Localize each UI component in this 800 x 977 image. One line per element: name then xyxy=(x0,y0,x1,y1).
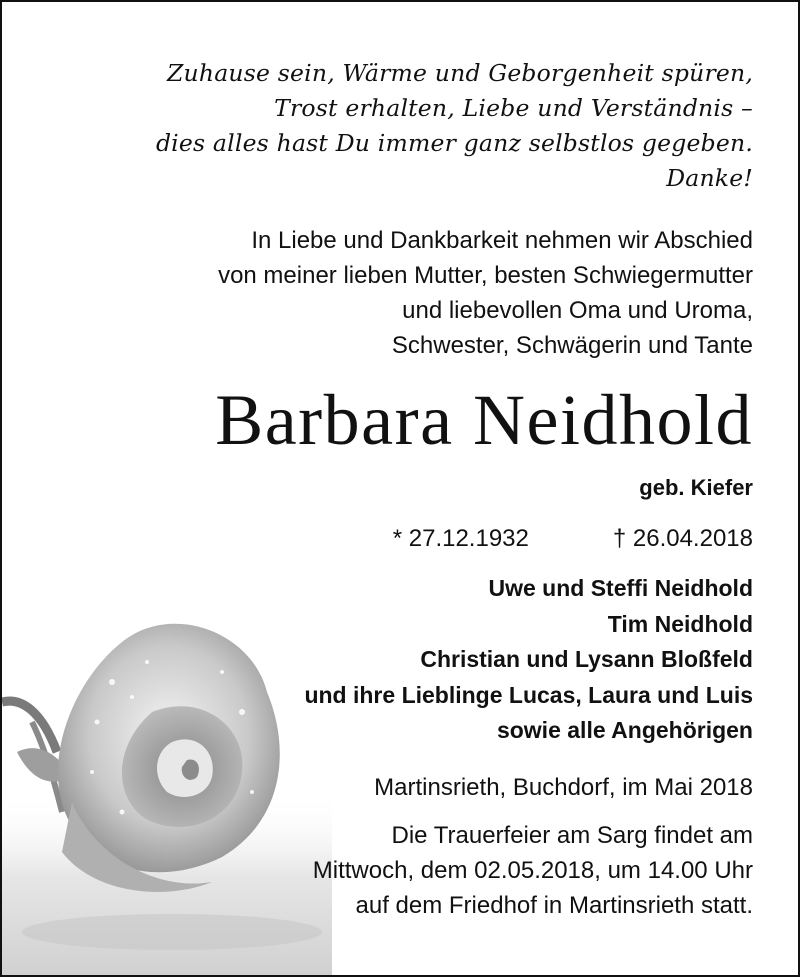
mourner-line: und ihre Lieblinge Lucas, Laura und Luis xyxy=(304,681,753,708)
poem-line: Trost erhalten, Liebe und Verständnis – xyxy=(274,94,753,122)
mourner-line: sowie alle Angehörigen xyxy=(496,717,753,743)
poem-line: Zuhause sein, Wärme und Geborgenheit spüren, xyxy=(167,59,753,87)
farewell-line: In Liebe und Dankbarkeit nehmen wir Abschied xyxy=(251,227,753,254)
farewell-line: von meiner lieben Mutter, besten Schwiegermutter xyxy=(218,262,753,289)
death-date: † 26.04.2018 xyxy=(612,525,753,552)
place-date: Martinsrieth, Buchdorf, im Mai 2018 xyxy=(374,774,753,801)
life-dates xyxy=(393,522,753,556)
funeral-line: auf dem Friedhof in Martinsrieth statt. xyxy=(355,892,753,919)
farewell-text xyxy=(218,223,753,363)
funeral-info xyxy=(313,818,753,923)
poem-line: Danke! xyxy=(666,164,753,192)
poem xyxy=(156,56,753,196)
mourner-line: Christian und Lysann Bloßfeld xyxy=(420,646,753,672)
farewell-line: und liebevollen Oma und Uroma, xyxy=(402,297,753,324)
funeral-line: Mittwoch, dem 02.05.2018, um 14.00 Uhr xyxy=(312,857,753,884)
mourner-line: Uwe und Steffi Neidhold xyxy=(488,575,753,601)
maiden-name: geb. Kiefer xyxy=(639,475,753,500)
birth-date: * 27.12.1932 xyxy=(392,525,529,552)
mourners-list xyxy=(304,571,753,749)
farewell-line: Schwester, Schwägerin und Tante xyxy=(391,332,753,359)
deceased-name: Barbara Neidhold xyxy=(215,380,753,460)
poem-line: dies alles hast Du immer ganz selbstlos gegeben. xyxy=(155,129,753,157)
mourner-line: Tim Neidhold xyxy=(607,610,753,637)
funeral-line: Die Trauerfeier am Sarg findet am xyxy=(391,822,753,849)
